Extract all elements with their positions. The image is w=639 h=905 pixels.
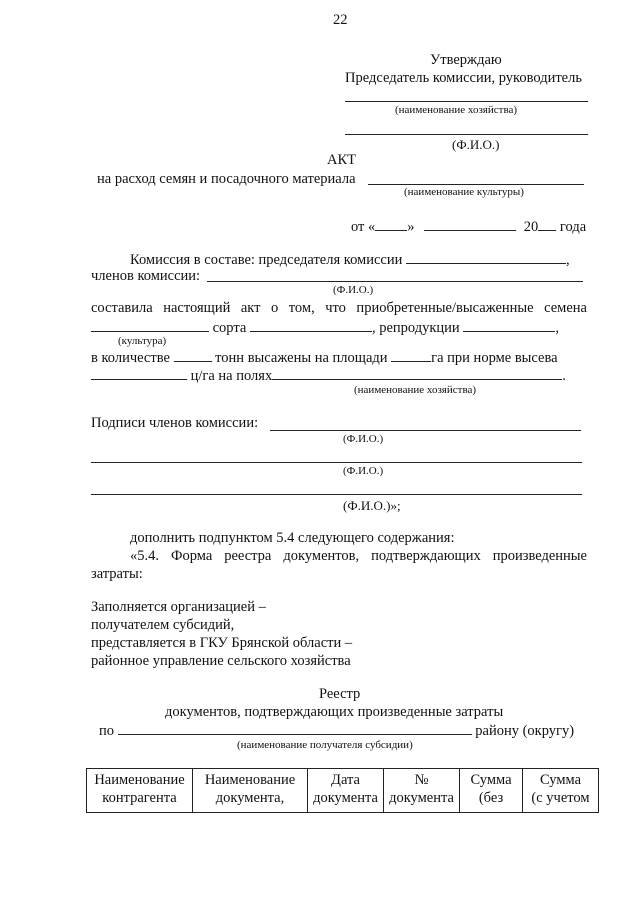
area-blank — [391, 349, 431, 362]
fields-farm-caption: (наименование хозяйства) — [354, 384, 477, 396]
variety-blank — [250, 319, 372, 332]
signature-line-3 — [91, 494, 582, 495]
culture-line — [368, 184, 584, 185]
tons-text: тонн высажены на площади — [215, 350, 388, 366]
act-date — [351, 218, 586, 236]
fields-blank — [272, 367, 562, 380]
amendment-line-3: затраты: — [91, 566, 143, 582]
reproduction-blank — [463, 319, 555, 332]
registry-title: Реестр — [319, 686, 361, 702]
filled-by-line-3: представляется в ГКУ Брянской области – — [91, 635, 353, 651]
col-contractor-name: Наименование контрагента — [87, 769, 193, 813]
rate-blank — [91, 367, 187, 380]
col-document-date: Дата документа — [308, 769, 384, 813]
col-document-number: № документа — [384, 769, 460, 813]
filled-by-line-4: районное управление сельского хозяйства — [91, 653, 351, 669]
registry-by-label: по — [99, 723, 115, 739]
filled-by-line-2: получателем субсидий, — [91, 617, 235, 633]
quantity-blank — [174, 349, 212, 362]
reproduction-label: , репродукции — [371, 320, 460, 336]
chairman-fio-line — [345, 134, 588, 135]
date-suffix: года — [559, 219, 587, 235]
col-sum-without: Сумма (без — [460, 769, 523, 813]
registry-header-row — [87, 769, 599, 813]
date-from: от « — [351, 219, 376, 235]
col-document-name: Наименование документа, — [193, 769, 308, 813]
col-sum-with: Сумма (с учетом — [523, 769, 599, 813]
recipient-caption: (наименование получателя субсидии) — [237, 739, 413, 751]
signatures-label: Подписи членов комиссии: — [91, 415, 259, 431]
approval-title: Утверждаю — [430, 52, 502, 68]
members-label: членов комиссии: — [91, 268, 201, 284]
registry-table — [86, 768, 599, 813]
farm-name-line — [345, 101, 588, 102]
amendment-line-2: «5.4. Форма реестра документов, подтверждающих произведенные — [130, 548, 587, 564]
signature-line-1 — [270, 430, 581, 431]
act-subtitle: на расход семян и посадочного материала — [97, 171, 356, 187]
farm-name-caption: (наименование хозяйства) — [395, 104, 518, 116]
rate-line — [91, 367, 566, 385]
signature-fio-1: (Ф.И.О.) — [343, 433, 384, 445]
recipient-blank — [118, 722, 472, 735]
signature-line-2 — [91, 462, 582, 463]
month-blank — [424, 218, 516, 231]
commission-text: Комиссия в составе: председателя комиссии — [130, 252, 403, 268]
commission-comma: , — [566, 252, 570, 268]
registry-district: району (округу) — [475, 723, 575, 739]
culture-caption: (наименование культуры) — [404, 186, 524, 198]
signature-fio-3: (Ф.И.О.)»; — [343, 498, 401, 513]
rate-text: ц/га на полях — [190, 368, 273, 384]
approval-position: Председатель комиссии, руководитель — [345, 70, 582, 86]
date-mid: » — [407, 219, 415, 235]
compiled-text: составила настоящий акт о том, что приобретенные/высаженные семена — [91, 300, 587, 316]
variety-comma: , — [555, 320, 559, 336]
act-title: АКТ — [327, 152, 356, 168]
year-blank — [538, 218, 556, 231]
ha-text: га при норме высева — [431, 350, 558, 366]
date-year: 20 — [523, 219, 539, 235]
variety-label: сорта — [212, 320, 247, 336]
quantity-line — [91, 349, 558, 367]
day-blank — [375, 218, 407, 231]
chairman-fio-caption: (Ф.И.О.) — [452, 137, 500, 152]
amendment-line-1: дополнить подпунктом 5.4 следующего содержания: — [130, 530, 455, 546]
page-number: 22 — [333, 12, 348, 28]
culture-blank — [91, 319, 209, 332]
filled-by-line-1: Заполняется организацией – — [91, 599, 266, 615]
chairman-blank — [406, 251, 566, 264]
quantity-label: в количестве — [91, 350, 170, 366]
signature-fio-2: (Ф.И.О.) — [343, 465, 384, 477]
rate-period: . — [562, 368, 566, 384]
commission-line — [130, 251, 570, 269]
registry-subtitle: документов, подтверждающих произведенные затраты — [165, 704, 504, 720]
registry-by-line — [99, 722, 574, 740]
members-line — [207, 281, 583, 282]
culture-small-caption: (культура) — [118, 335, 167, 347]
members-fio-caption: (Ф.И.О.) — [333, 284, 374, 296]
